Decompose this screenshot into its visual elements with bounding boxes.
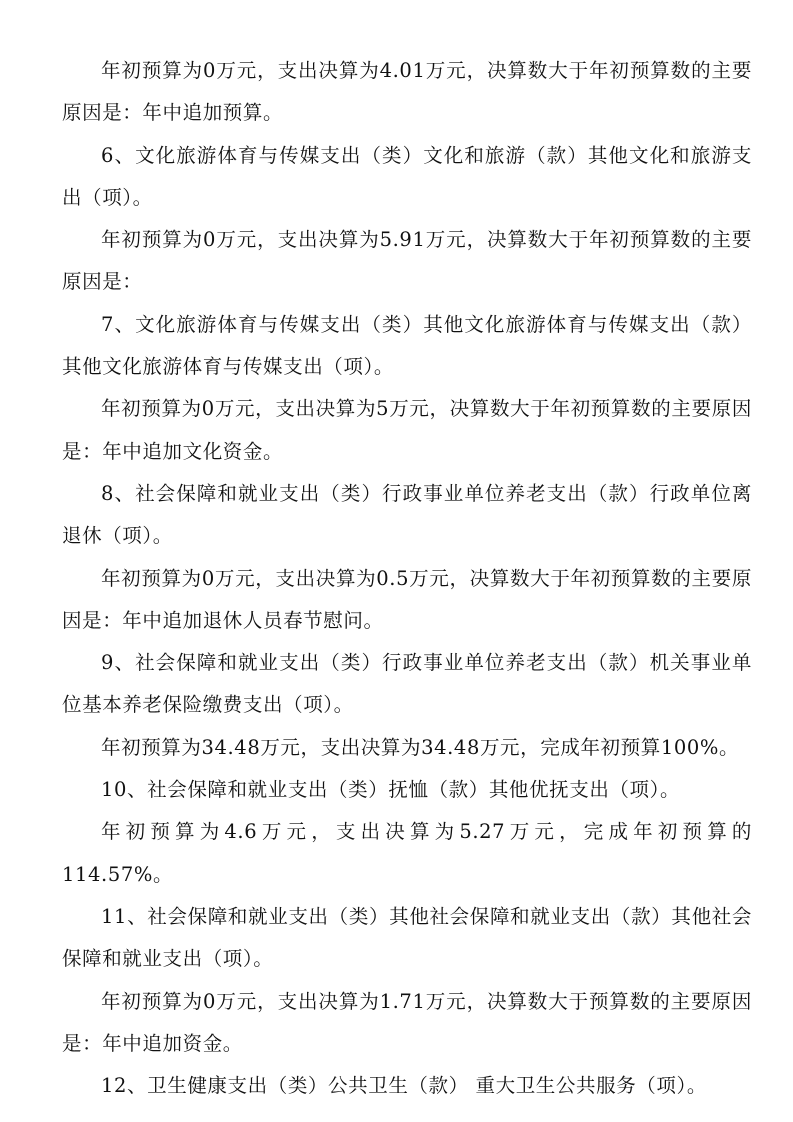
document-body <box>62 50 752 1107</box>
paragraph: 12、卫生健康支出（类）公共卫生（款） 重大卫生公共服务（项）。 <box>101 1074 707 1098</box>
paragraph: 9、社会保障和就业支出（类）行政事业单位养老支出（款）机关事业单位基本养老保险缴费支出（项）。 <box>62 651 752 717</box>
paragraph: 年初预算为4.6万元，支出决算为5.27万元，完成年初预算的114.57%。 <box>62 820 752 886</box>
paragraph: 6、文化旅游体育与传媒支出（类）文化和旅游（款）其他文化和旅游支出（项）。 <box>62 143 752 209</box>
paragraph: 10、社会保障和就业支出（类）抚恤（款）其他优抚支出（项）。 <box>101 778 681 802</box>
paragraph: 年初预算为0万元，支出决算为4.01万元，决算数大于年初预算数的主要原因是：年中追加预算。 <box>62 59 752 125</box>
paragraph: 7、文化旅游体育与传媒支出（类）其他文化旅游体育与传媒支出（款）其他文化旅游体育与传媒支出（项）。 <box>62 312 752 379</box>
paragraph: 年初预算为0万元，支出决算为5万元，决算数大于年初预算数的主要原因是：年中追加文化资金。 <box>62 397 752 463</box>
paragraph: 11、社会保障和就业支出（类）其他社会保障和就业支出（款）其他社会保障和就业支出（项）。 <box>62 904 752 971</box>
paragraph: 年初预算为34.48万元，支出决算为34.48万元，完成年初预算100%。 <box>101 735 740 759</box>
paragraph: 8、社会保障和就业支出（类）行政事业单位养老支出（款）行政单位离退休（项）。 <box>62 481 752 548</box>
paragraph: 年初预算为0万元，支出决算为0.5万元，决算数大于年初预算数的主要原因是：年中追加退休人员春节慰问。 <box>62 566 752 632</box>
paragraph: 年初预算为0万元，支出决算为5.91万元，决算数大于年初预算数的主要原因是： <box>62 228 752 294</box>
paragraph: 年初预算为0万元，支出决算为1.71万元，决算数大于预算数的主要原因是：年中追加资金。 <box>62 989 752 1055</box>
